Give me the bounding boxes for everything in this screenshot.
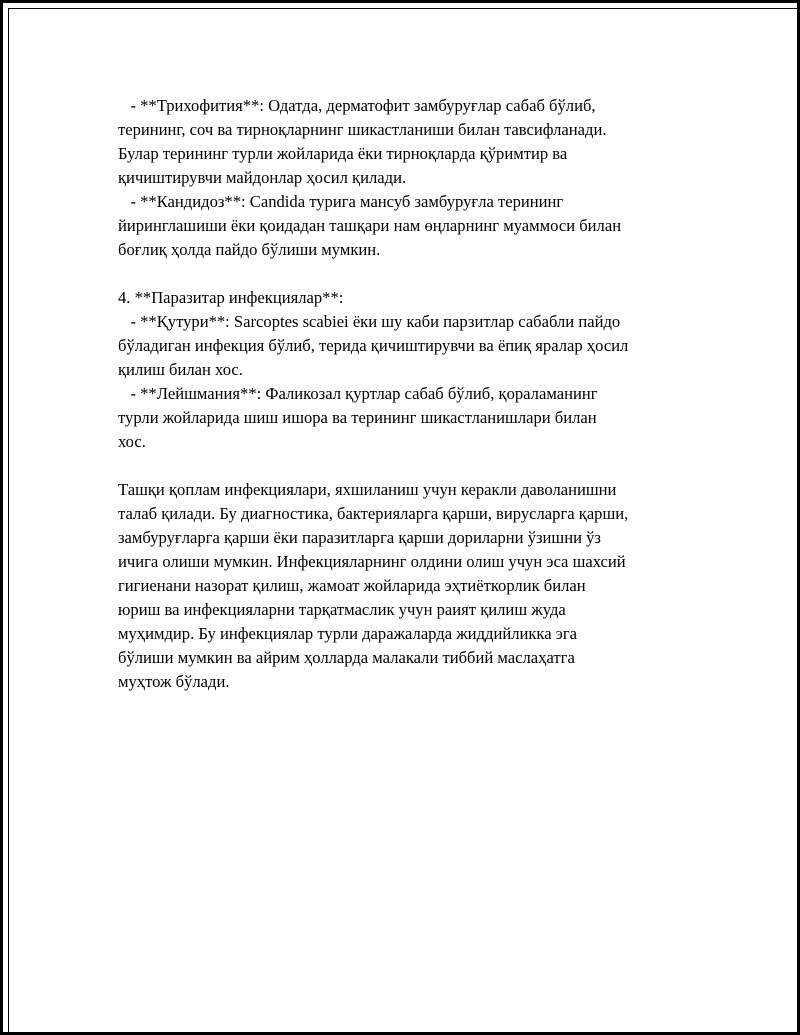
section-heading: 4. **Паразитар инфекциялар**: <box>118 288 344 307</box>
text-line: Булар терининг турли жойларида ёки тирноқларда қўримтир ва <box>118 144 568 163</box>
text-line: - **Қутури**: Sarcoptes scabiei ёки шу каби парзитлар сабабли пайдо <box>118 312 621 331</box>
text-line: бўлиши мумкин ва айрим ҳолларда малакали тиббий маслаҳатга <box>118 648 575 667</box>
text-line: гигиенани назорат қилиш, жамоат жойларида эҳтиёткорлик билан <box>118 576 586 595</box>
text-line: хос. <box>118 432 146 451</box>
text-line: муҳимдир. Бу инфекциялар турли даражаларда жиддийликка эга <box>118 624 578 643</box>
text-line: қилиш билан хос. <box>118 360 243 379</box>
paragraph-conclusion <box>118 478 718 694</box>
paragraph-leishmaniasis <box>118 382 718 454</box>
document-body <box>118 94 718 694</box>
section-heading-parasitic <box>118 286 718 310</box>
paragraph-spacer <box>118 454 718 478</box>
text-line: бўладиган инфекция бўлиб, терида қичиштирувчи ва ёпиқ яралар ҳосил <box>118 336 629 355</box>
text-line: - **Лейшмания**: Фаликозал қуртлар сабаб бўлиб, қораламанинг <box>118 384 598 403</box>
text-line: ичига олиши мумкин. Инфекцияларнинг олдини олиш учун эса шахсий <box>118 552 626 571</box>
paragraph-spacer <box>118 262 718 286</box>
paragraph-scabies <box>118 310 718 382</box>
text-line: боғлиқ ҳолда пайдо бўлиши мумкин. <box>118 240 381 259</box>
text-line: талаб қилади. Бу диагностика, бактерияларга қарши, вирусларга қарши, <box>118 504 629 523</box>
text-line: муҳтож бўлади. <box>118 672 230 691</box>
text-line: турли жойларида шиш ишора ва терининг шикастланишлари билан <box>118 408 597 427</box>
text-line: замбуруғларга қарши ёки паразитларга қарши дориларни ўзишни ўз <box>118 528 601 547</box>
text-line: юриш ва инфекцияларни тарқатмаслик учун раият қилиш жуда <box>118 600 566 619</box>
text-line: Ташқи қоплам инфекциялари, яхшиланиш учун керакли даволанишни <box>118 480 617 499</box>
text-line: - **Трихофития**: Одатда, дерматофит замбуруғлар сабаб бўлиб, <box>118 96 596 115</box>
text-line: - **Кандидоз**: Candida турига мансуб замбуруғла терининг <box>118 192 564 211</box>
text-line: қичиштирувчи майдонлар ҳосил қилади. <box>118 168 407 187</box>
text-line: терининг, соч ва тирноқларнинг шикастланиши билан тавсифланади. <box>118 120 607 139</box>
paragraph-candidiasis <box>118 190 718 262</box>
paragraph-trichophytia <box>118 94 718 190</box>
text-line: йиринглашиши ёки қоидадан ташқари нам өңларнинг муаммоси билан <box>118 216 622 235</box>
